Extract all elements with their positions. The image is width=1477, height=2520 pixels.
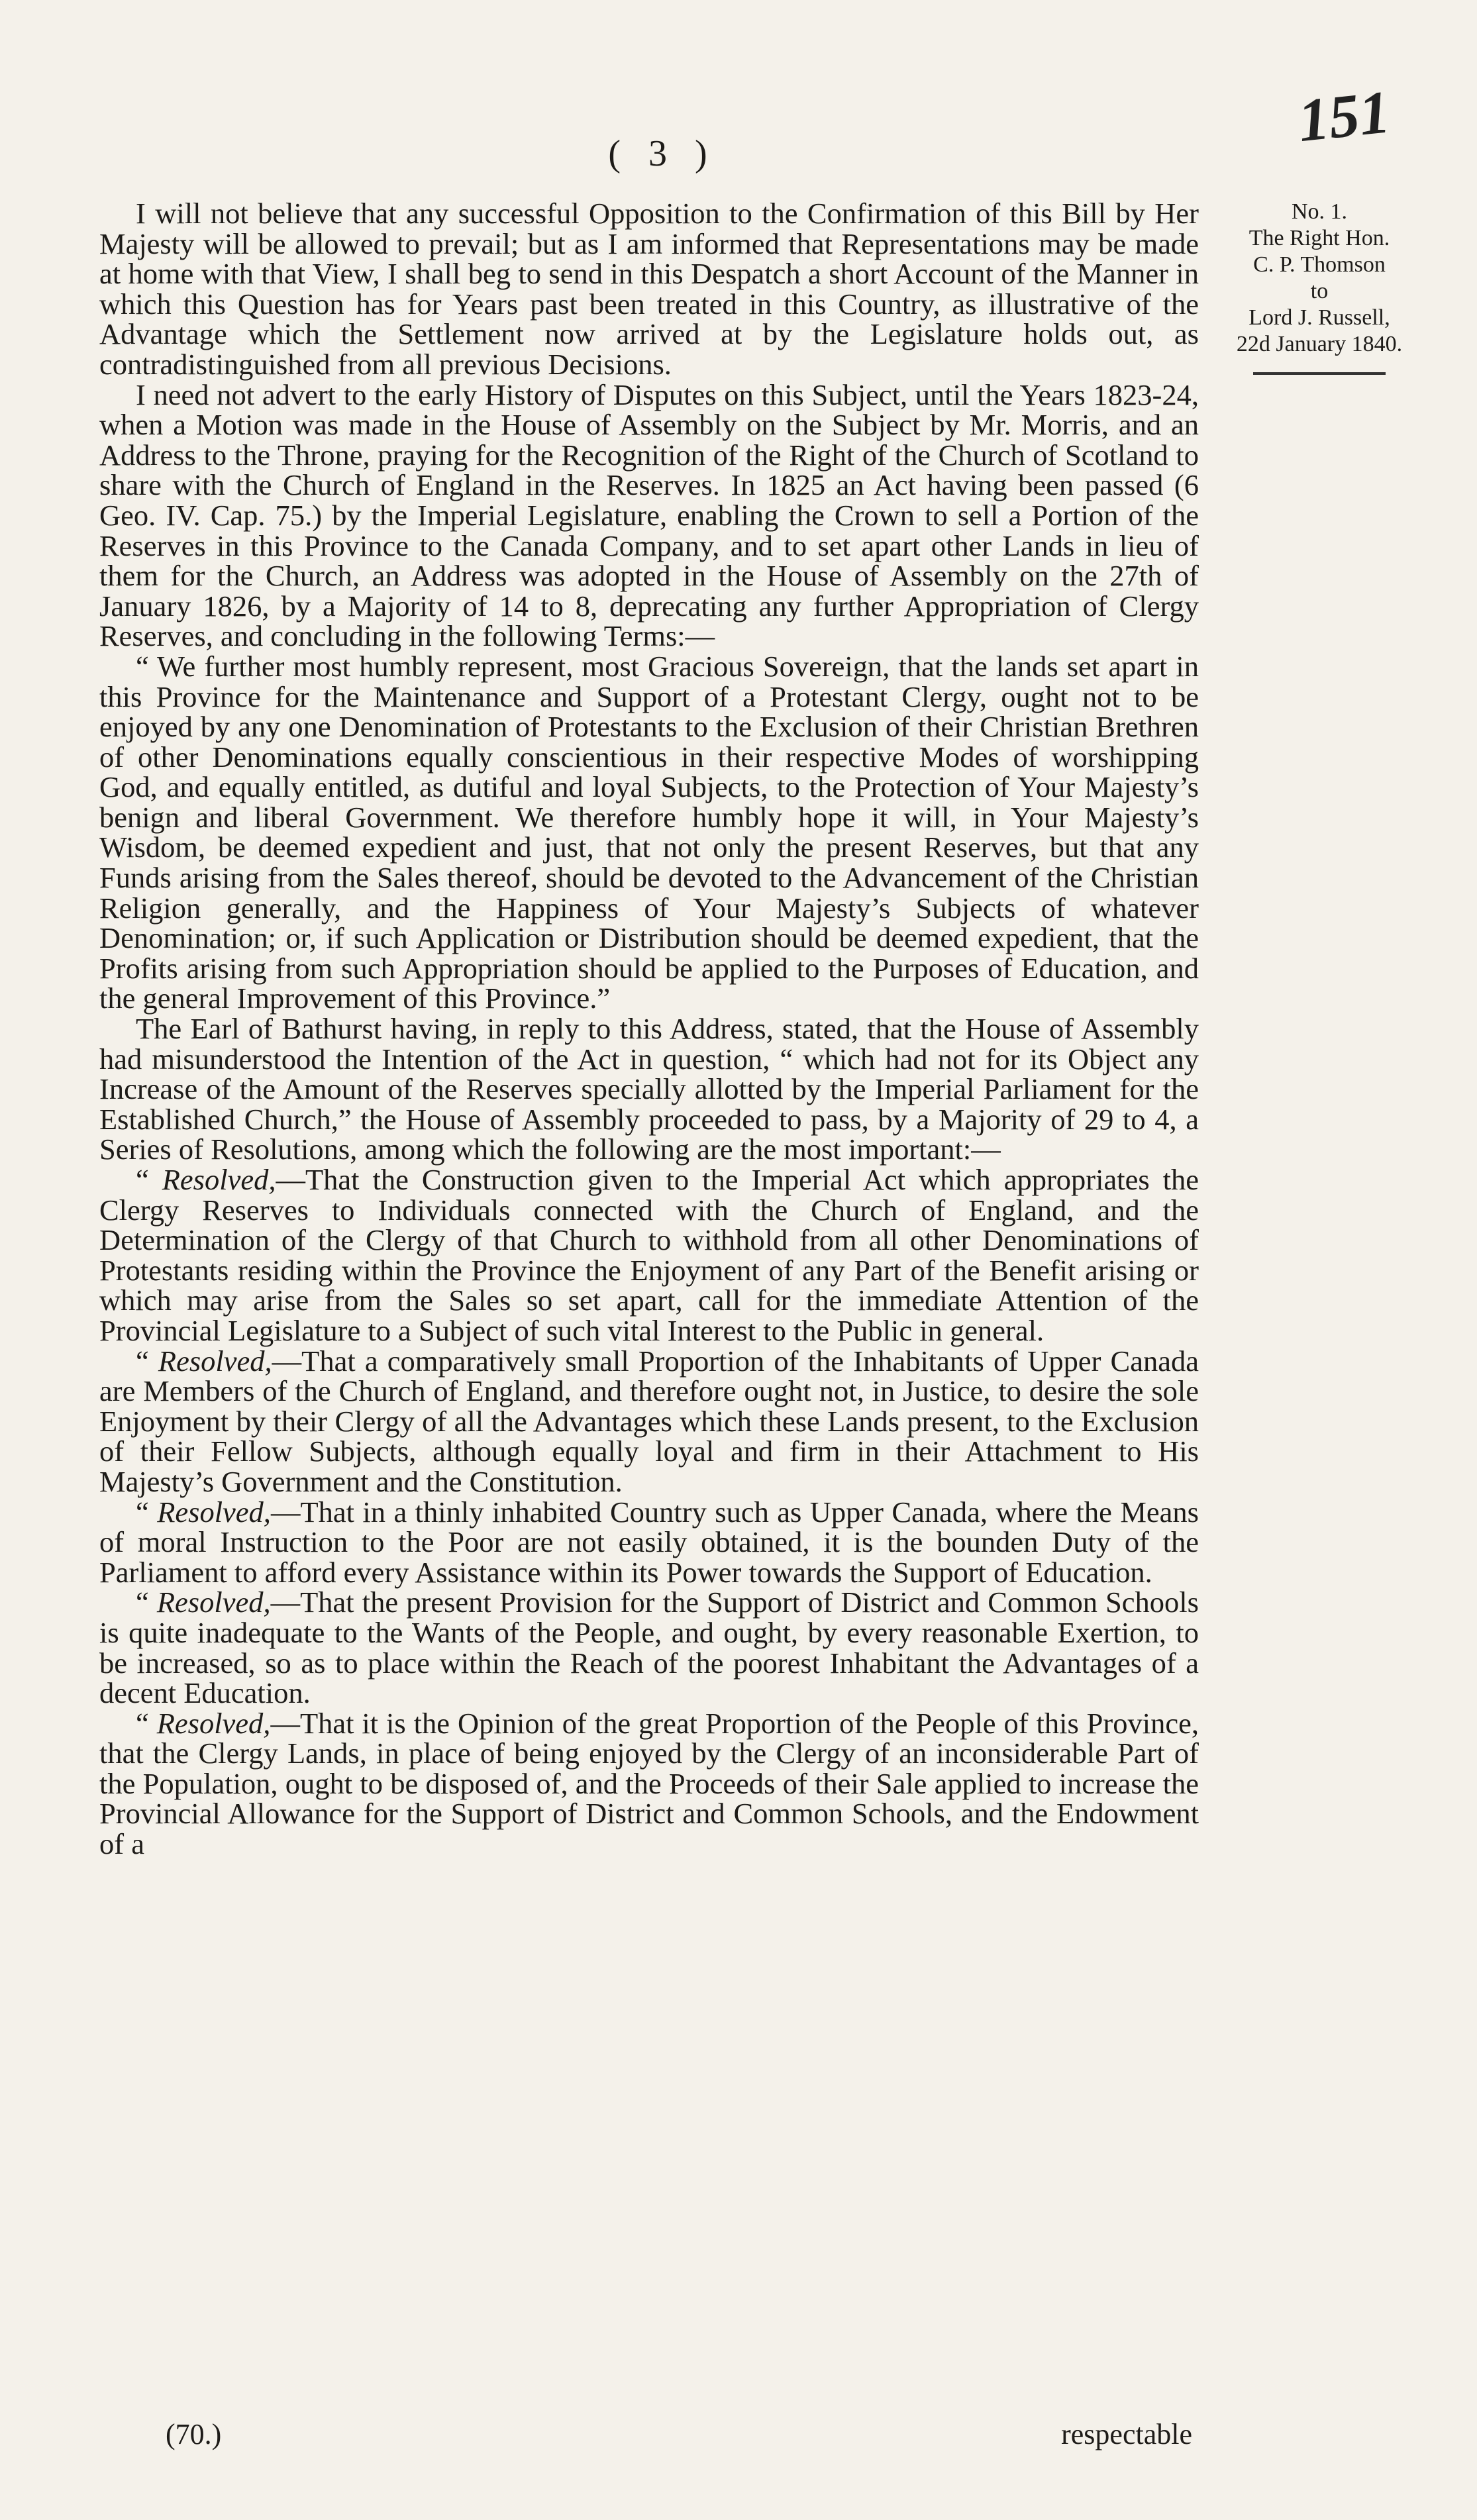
address-quote: “ We further most humbly represent, most Gracious Sovereign, that the lands set apart in this Province for the Maintenance and Support of a Protestant Clergy, ought not to be enjoyed by any one Denomination of Protestants to the Exclusion of their Christian Brethren of other Denominations equally conscientious in their respective Modes of worshipping God, and equally entitled, as dutiful and loyal Subjects, to the Protection of Your Majesty’s benign and liberal Government. We therefore humbly hope it will, in Your Majesty’s Wisdom, be deemed expedient and just, that not only the present Reserves, but that any Funds arising from the Sales thereof, should be devoted to the Advancement of the Christian Religion generally, and the Happiness of Your Majesty’s Subjects of whatever Denomination; or, if such Application or Distribution should be deemed expedient, that the Profits arising from such Appropriation should be applied to the Purposes of Education, and the general Improvement of this Province.”: [99, 649, 1199, 1015]
margin-to: to: [1310, 279, 1329, 303]
catchword: respectable: [1061, 2418, 1192, 2450]
margin-from-2: C. P. Thomson: [1253, 252, 1386, 277]
margin-rule: [1253, 372, 1386, 375]
margin-date: 22d January 1840.: [1236, 332, 1403, 356]
resolved-word: Resolved,: [156, 1706, 271, 1740]
signature-mark: (70.): [166, 2418, 222, 2450]
margin-doc-number: No. 1.: [1291, 199, 1348, 224]
margin-from-1: The Right Hon.: [1248, 226, 1390, 250]
paragraph-3: The Earl of Bathurst having, in reply to this Address, stated, that the House of Assembly had misunderstood the Intention of the Act in question, “ which had not for its Object any Increase of the Amount of the Reserves specially allotted by the Imperial Parliament for the Established Church,” the House of Assembly proceeded to pass, by a Majority of 29 to 4, a Series of Resolutions, among which the following are the most important:—: [99, 1012, 1199, 1166]
resolution-2: “ Resolved,—That a comparatively small Proportion of the Inhabitants of Upper Canada are Members of the Church of England, and therefore ought not, in Justice, to desire the sole Enjoyment by their Clergy of all the Advantages which these Lands present, to the Exclusion of their Fellow Subjects, although equally loyal and firm in their Attachment to His Majesty’s Government and the Constitution.: [99, 1344, 1199, 1498]
paragraph-1: I will not believe that any successful Opposition to the Confirmation of this Bill by Her Majesty will be allowed to prevail; but as I am informed that Representations may be made at home with that View, I shall beg to send in this Despatch a short Account of the Manner in which this Question has for Years past been treated in this Country, as illustrative of the Advantage which the Settlement now arrived at by the Legislature holds out, as contradistinguished from all previous Decisions.: [99, 197, 1199, 381]
main-text: [99, 199, 1199, 1860]
resolution-4: “ Resolved,—That the present Provision for the Support of District and Common Schools is quite inadequate to the Wants of the People, and ought, by every reasonable Exertion, to be increased, so as to place within the Reach of the poorest Inhabitant the Advantages of a decent Education.: [99, 1586, 1199, 1710]
margin-recipient: Lord J. Russell,: [1248, 305, 1390, 330]
resolution-5: “ Resolved,—That it is the Opinion of the great Proportion of the People of this Province, that the Clergy Lands, in place of being enjoyed by the Clergy of an inconsiderable Part of the Population, ought to be disposed of, and the Proceeds of their Sale applied to increase the Provincial Allowance for the Support of District and Common Schools, and the Endowment of a: [99, 1706, 1199, 1861]
resolution-1: “ Resolved,—That the Construction given to the Imperial Act which appropriates the Clergy Reserves to Individuals connected with the Church of England, and the Determination of the Clergy of that Church to withhold from all other Denominations of Protestants residing within the Province the Enjoyment of any Part of the Benefit arising or which may arise from the Sales so set apart, call for the immediate Attention of the Provincial Legislature to a Subject of such vital Interest to the Public in general.: [99, 1163, 1199, 1347]
page-number: ( 3 ): [608, 133, 717, 174]
resolved-word: Resolved,: [162, 1163, 276, 1196]
margin-note: [1213, 199, 1425, 375]
paragraph-2: I need not advert to the early History of Disputes on this Subject, until the Years 1823-24, when a Motion was made in the House of Assembly on the Subject by Mr. Morris, and an Address to the Throne, praying for the Recognition of the Right of the Church of Scotland to share with the Church of England in the Reserves. In 1825 an Act having been passed (6 Geo. IV. Cap. 75.) by the Imperial Legislature, enabling the Crown to sell a Portion of the Reserves in this Province to the Canada Company, and to set apart other Lands in lieu of them for the Church, an Address was adopted in the House of Assembly on the 27th of January 1826, by a Majority of 14 to 8, deprecating any further Appropriation of Clergy Reserves, and concluding in the following Terms:—: [99, 378, 1199, 653]
resolution-3: “ Resolved,—That in a thinly inhabited Country such as Upper Canada, where the Means of moral Instruction to the Poor are not easily obtained, it is the bounden Duty of the Parliament to afford every Assistance within its Power towards the Support of Education.: [99, 1495, 1199, 1589]
resolved-word: Resolved,: [156, 1586, 271, 1619]
folio-number: 151: [1295, 77, 1394, 155]
resolved-word: Resolved,: [158, 1344, 272, 1378]
resolved-word: Resolved,: [157, 1495, 271, 1529]
